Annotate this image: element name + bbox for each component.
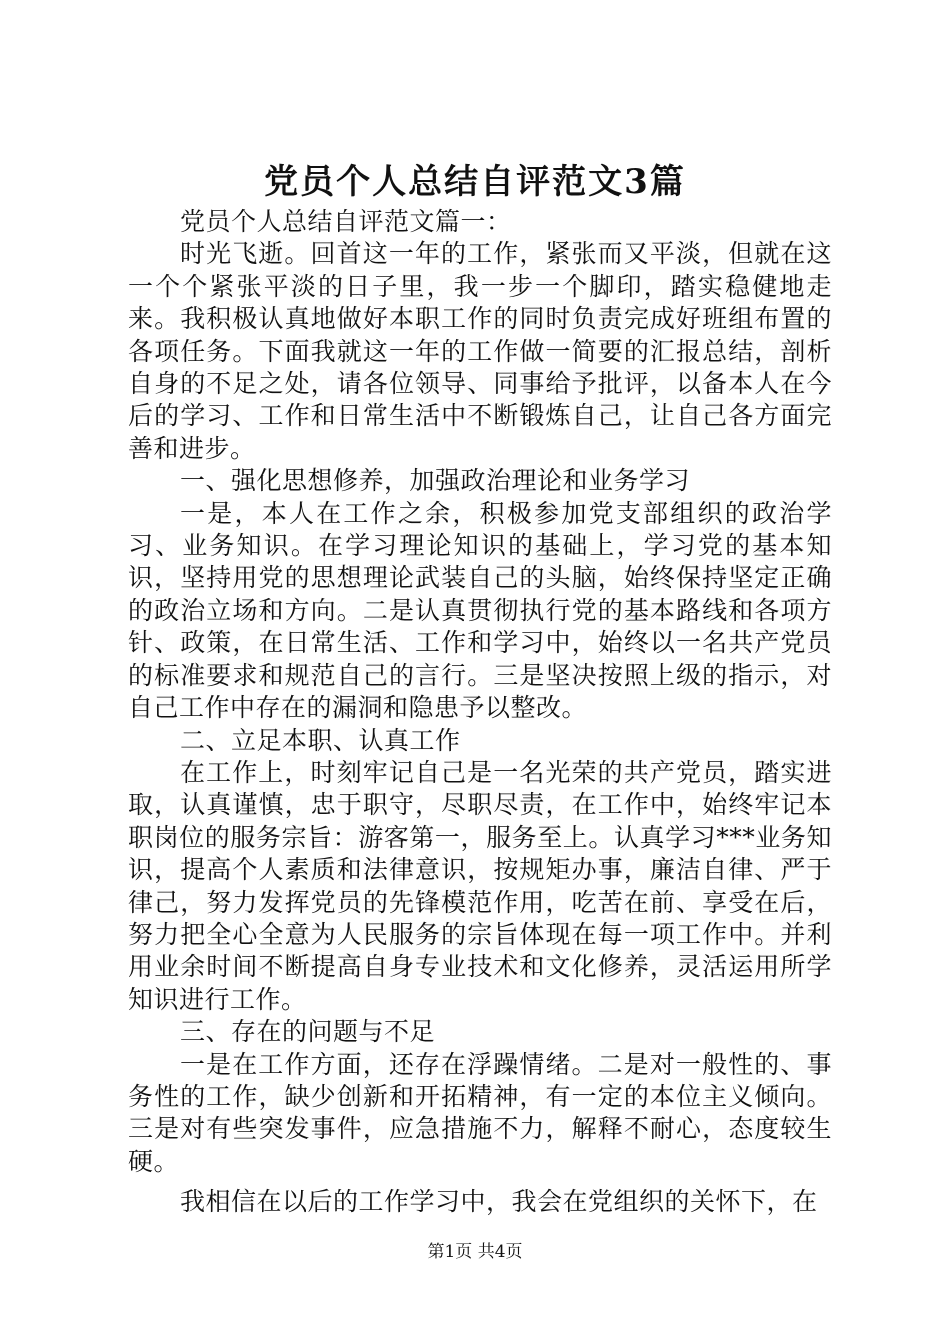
paragraph-section-1: 一是，本人在工作之余，积极参加党支部组织的政治学习、业务知识。在学习理论知识的基础上，学习党的基本知识，坚持用党的思想理论武装自己的头脑，始终保持坚定正确的政治立场和方向。二是认真贯彻执行党的基本路线和各项方针、政策，在日常生活、工作和学习中，始终以一名共产党员的标准要求和规范自己的言行。三是坚决按照上级的指示，对自己工作中存在的漏洞和隐患予以整改。 — [128, 498, 832, 723]
document-body — [128, 206, 832, 1219]
section-heading-intro: 党员个人总结自评范文篇一： — [180, 207, 512, 236]
paragraph-section-2: 在工作上，时刻牢记自己是一名光荣的共产党员，踏实进取，认真谨慎，忠于职守，尽职尽责，在工作中，始终牢记本职岗位的服务宗旨：游客第一，服务至上。认真学习***业务知识，提高个人素质和法律意识，按规矩办事，廉洁自律、严于律己，努力发挥党员的先锋模范作用，吃苦在前、享受在后，努力把全心全意为人民服务的宗旨体现在每一项工作中。并利用业余时间不断提高自身专业技术和文化修养，灵活运用所学知识进行工作。 — [128, 757, 832, 1014]
paragraph-section-3: 一是在工作方面，还存在浮躁情绪。二是对一般性的、事务性的工作，缺少创新和开拓精神，有一定的本位主义倾向。三是对有些突发事件，应急措施不力，解释不耐心，态度较生硬。 — [128, 1049, 832, 1176]
page-footer: 第1页 共4页 — [427, 1242, 523, 1262]
section-heading-1: 一、强化思想修养，加强政治理论和业务学习 — [180, 466, 691, 496]
document-title: 党员个人总结自评范文3篇 — [264, 162, 686, 202]
paragraph-opening: 时光飞逝。回首这一年的工作，紧张而又平淡，但就在这一个个紧张平淡的日子里，我一步一个脚印，踏实稳健地走来。我积极认真地做好本职工作的同时负责完成好班组布置的各项任务。下面我就这一年的工作做一简要的汇报总结，剖析自身的不足之处，请各位领导、同事给予批评，以备本人在今后的学习、工作和日常生活中不断锻炼自己，让自己各方面完善和进步。 — [128, 239, 832, 463]
section-heading-3: 三、存在的问题与不足 — [180, 1017, 436, 1047]
paragraph-closing: 我相信在以后的工作学习中，我会在党组织的关怀下，在 — [180, 1187, 818, 1217]
section-heading-2: 二、立足本职、认真工作 — [180, 725, 461, 755]
